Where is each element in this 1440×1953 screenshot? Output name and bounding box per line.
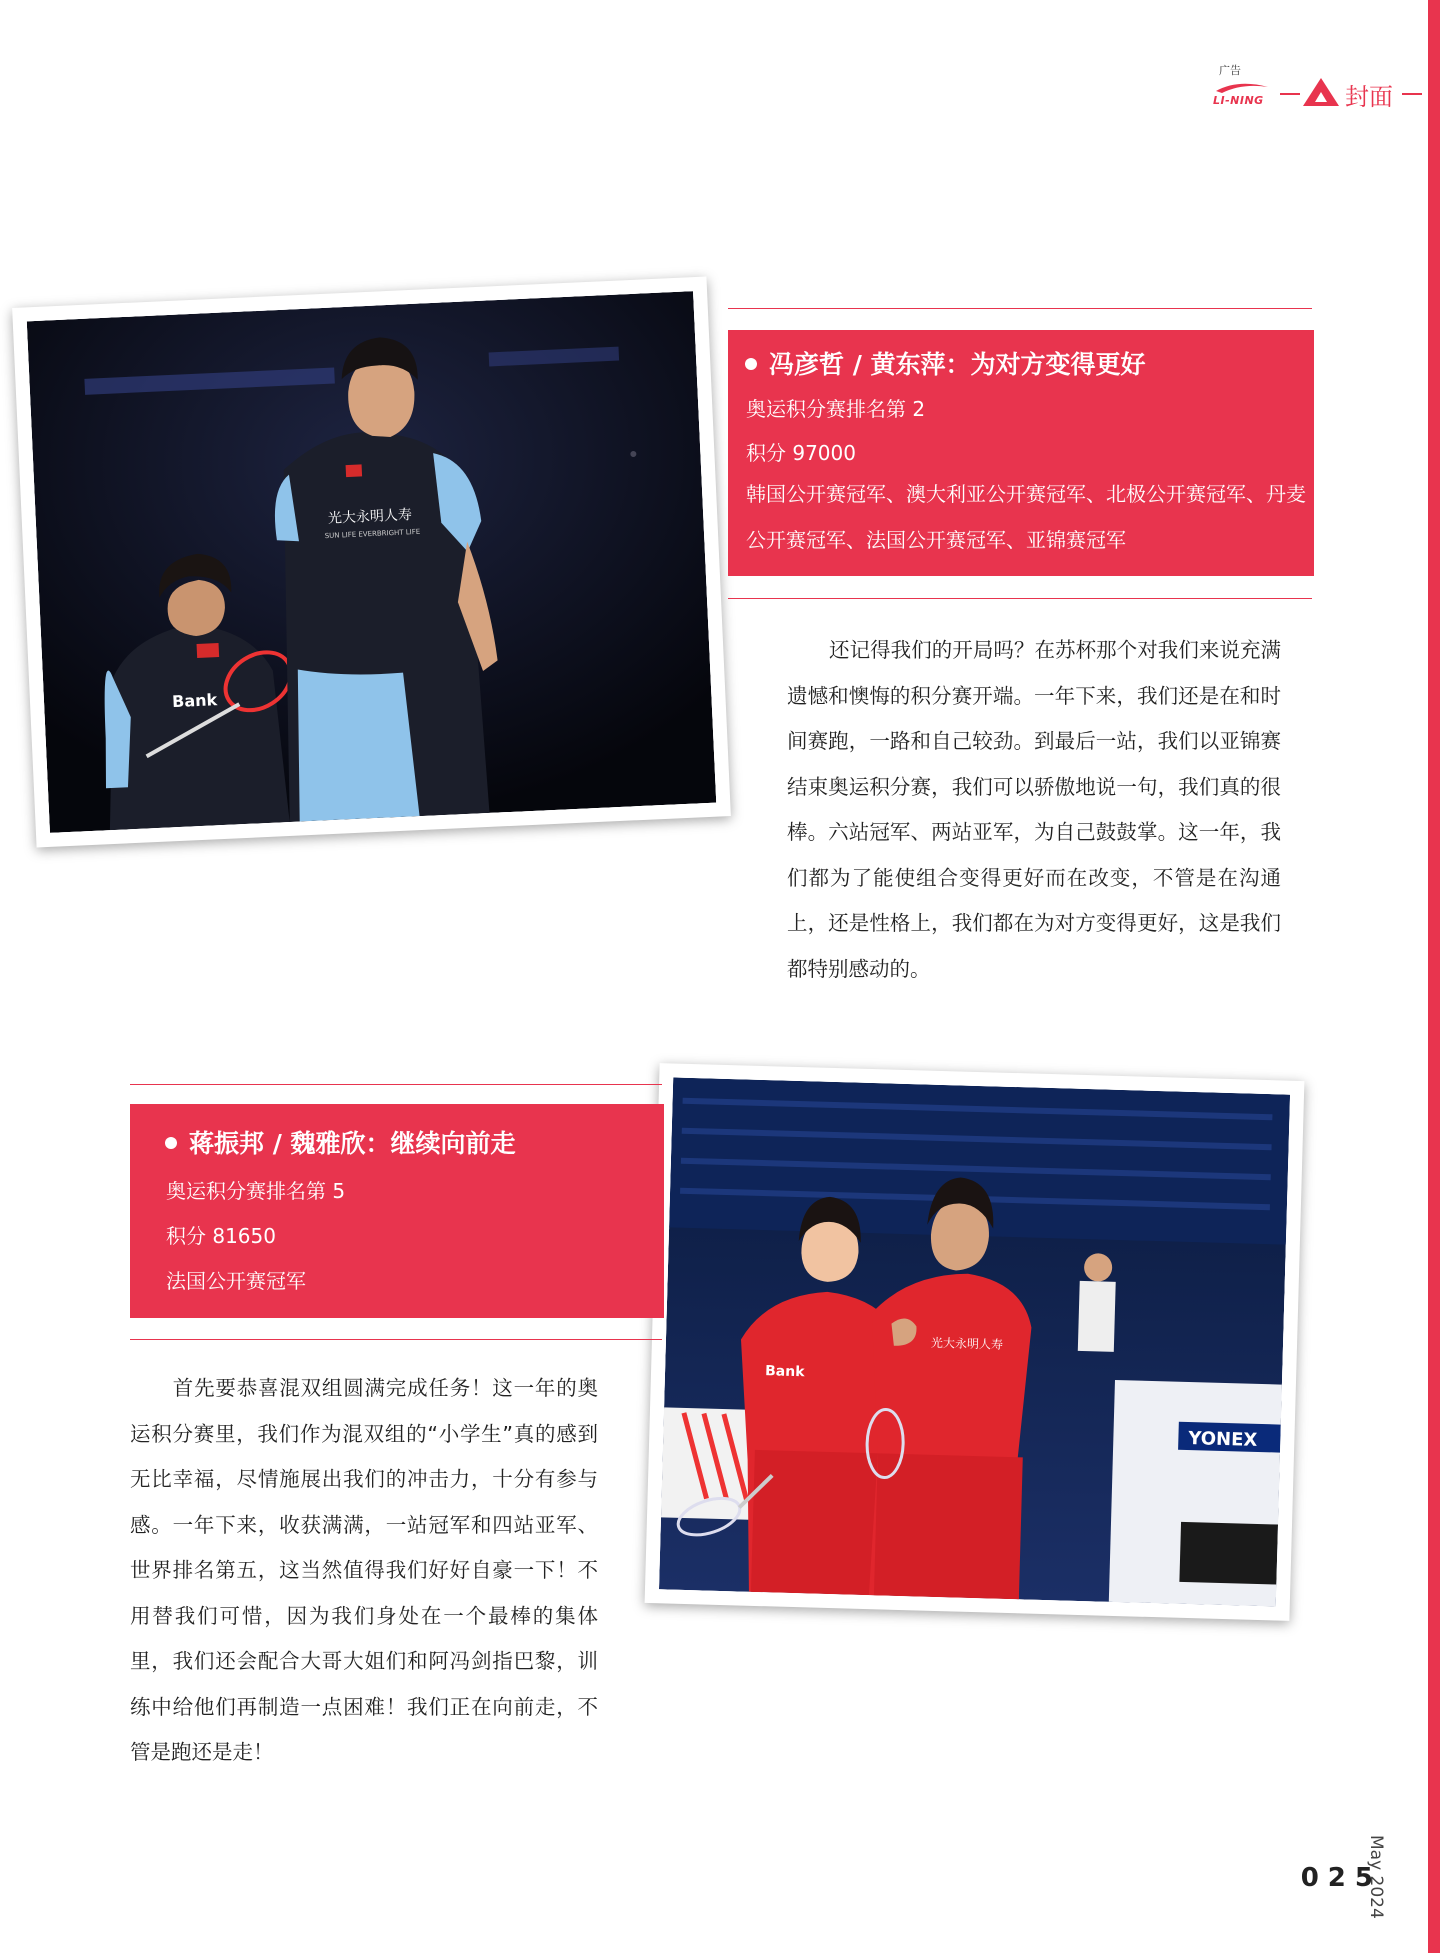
bullet-icon <box>745 358 757 370</box>
divider-rule <box>130 1084 662 1085</box>
photo-feng-huang <box>12 277 731 848</box>
ad-tag: 广告 <box>1219 64 1241 77</box>
yonex-banner: YONEX <box>1188 1428 1258 1451</box>
issue-date: May 2024 <box>1366 1835 1386 1919</box>
photo2-illustration <box>659 1077 1290 1606</box>
divider-rule <box>728 308 1312 309</box>
titles-list: 法国公开赛冠军 <box>166 1269 306 1293</box>
jersey-sponsor: 光大永明人寿 <box>327 507 413 527</box>
info-card-feng-huang <box>728 330 1314 576</box>
points: 积分 97000 <box>746 441 856 465</box>
bullet-icon <box>165 1137 177 1149</box>
photo-jiang-wei <box>645 1063 1305 1621</box>
pair-heading: 冯彦哲 / 黄东萍：为对方变得更好 <box>745 345 1146 381</box>
photo1-illustration <box>27 291 717 833</box>
jersey-sponsor-en: SUN LIFE EVERBRIGHT LIFE <box>324 527 421 541</box>
edge-accent-bar <box>1428 0 1440 1953</box>
brand-name: LI-NING <box>1213 94 1264 107</box>
points: 积分 81650 <box>166 1224 276 1248</box>
article1-body: 还记得我们的开局吗？在苏杯那个对我们来说充满遗憾和懊悔的积分赛开端。一年下来，我们还是在和时间赛跑，一路和自己较劲。到最后一站，我们以亚锦赛结束奥运积分赛，我们可以骄傲地说一句，我们真的很棒。六站冠军、两站亚军，为自己鼓鼓掌。这一年，我们都为了能使组合变得更好而在改变，不管是在沟通上，还是性格上，我们都在为对方变得更好，这是我们都特别感动的。 <box>787 638 1281 981</box>
olympic-rank: 奥运积分赛排名第 5 <box>166 1179 346 1203</box>
info-card-jiang-wei <box>130 1104 664 1318</box>
article2-body: 首先要恭喜混双组圆满完成任务！这一年的奥运积分赛里，我们作为混双组的“小学生”真的感到无比幸福，尽情施展出我们的冲击力，十分有参与感。一年下来，收获满满，一站冠军和四站亚军、世界排名第五，这当然值得我们好好自豪一下！不用替我们可惜，因为我们身处在一个最棒的集体里，我们还会配合大哥大姐们和阿冯剑指巴黎，训练中给他们再制造一点困难！我们正在向前走，不管是跑还是走！ <box>130 1376 598 1764</box>
header-dash <box>1402 93 1422 95</box>
bank-logo: Bank <box>764 1363 805 1381</box>
jersey-sponsor: 光大永明人寿 <box>930 1335 1004 1352</box>
header-dash <box>1280 93 1300 95</box>
page-number: 025 <box>1300 1863 1382 1893</box>
titles-list: 韩国公开赛冠军、澳大利亚公开赛冠军、北极公开赛冠军、丹麦公开赛冠军、法国公开赛冠军、亚锦赛冠军 <box>746 482 1306 552</box>
olympic-rank: 奥运积分赛排名第 2 <box>746 397 926 421</box>
divider-rule <box>130 1339 662 1340</box>
bank-logo: Bank <box>171 690 218 712</box>
section-title: 封面 <box>1345 83 1393 111</box>
divider-rule <box>728 598 1312 599</box>
pair-heading: 蒋振邦 / 魏雅欣：继续向前走 <box>165 1124 516 1160</box>
